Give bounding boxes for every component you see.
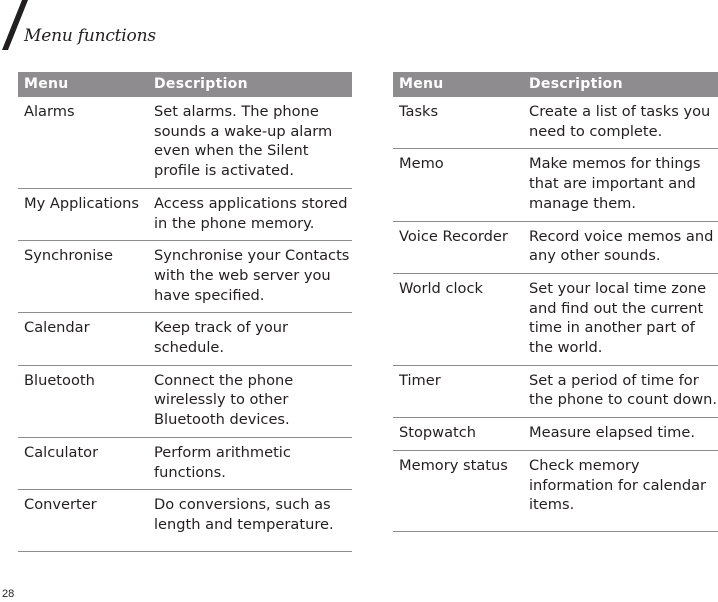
table-row [393, 221, 718, 273]
menu-name: My Applications [18, 188, 148, 240]
table-row [393, 365, 718, 417]
menu-description: Access applications stored in the phone memory. [148, 188, 352, 240]
menu-name: Bluetooth [18, 365, 148, 437]
column-header-description: Description [148, 72, 352, 97]
menu-description: Do conversions, such as length and temperature. [148, 490, 352, 551]
table-header-row [393, 72, 718, 97]
menu-name: Stopwatch [393, 418, 523, 451]
menu-description: Set a period of time for the phone to count down. [523, 365, 718, 417]
menu-name: Calculator [18, 437, 148, 489]
column-header-description: Description [523, 72, 718, 97]
page-number: 28 [2, 588, 15, 600]
menu-description: Check memory information for calendar items. [523, 450, 718, 531]
table-row [393, 450, 718, 531]
table-header-row [18, 72, 352, 97]
menu-name: Synchronise [18, 241, 148, 313]
menu-description: Set your local time zone and find out the current time in another part of the world. [523, 273, 718, 365]
table-row [393, 273, 718, 365]
page-title: Menu functions [24, 26, 156, 46]
menu-description: Perform arithmetic functions. [148, 437, 352, 489]
table-row [18, 241, 352, 313]
menu-name: Converter [18, 490, 148, 551]
menu-name: Alarms [18, 97, 148, 188]
column-header-menu: Menu [393, 72, 523, 97]
menu-name: Voice Recorder [393, 221, 523, 273]
menu-description: Make memos for things that are important and manage them. [523, 149, 718, 221]
table-row [18, 365, 352, 437]
menu-name: Tasks [393, 97, 523, 149]
table-row [393, 149, 718, 221]
table-row [393, 97, 718, 149]
table-row [18, 437, 352, 489]
menu-description: Connect the phone wirelessly to other Bluetooth devices. [148, 365, 352, 437]
table-row [18, 97, 352, 188]
menu-name: Memory status [393, 450, 523, 531]
menu-name: Timer [393, 365, 523, 417]
table-row [18, 188, 352, 240]
menu-description: Synchronise your Contacts with the web server you have specified. [148, 241, 352, 313]
table-row [393, 418, 718, 451]
menu-description: Keep track of your schedule. [148, 313, 352, 365]
table-row [18, 490, 352, 551]
menu-name: World clock [393, 273, 523, 365]
menu-description: Record voice memos and any other sounds. [523, 221, 718, 273]
menu-table-right [393, 72, 718, 532]
column-header-menu: Menu [18, 72, 148, 97]
menu-description: Set alarms. The phone sounds a wake-up alarm even when the Silent profile is activated. [148, 97, 352, 188]
menu-table-left [18, 72, 352, 552]
menu-description: Create a list of tasks you need to complete. [523, 97, 718, 149]
menu-name: Memo [393, 149, 523, 221]
table-row [18, 313, 352, 365]
menu-name: Calendar [18, 313, 148, 365]
menu-description: Measure elapsed time. [523, 418, 718, 451]
